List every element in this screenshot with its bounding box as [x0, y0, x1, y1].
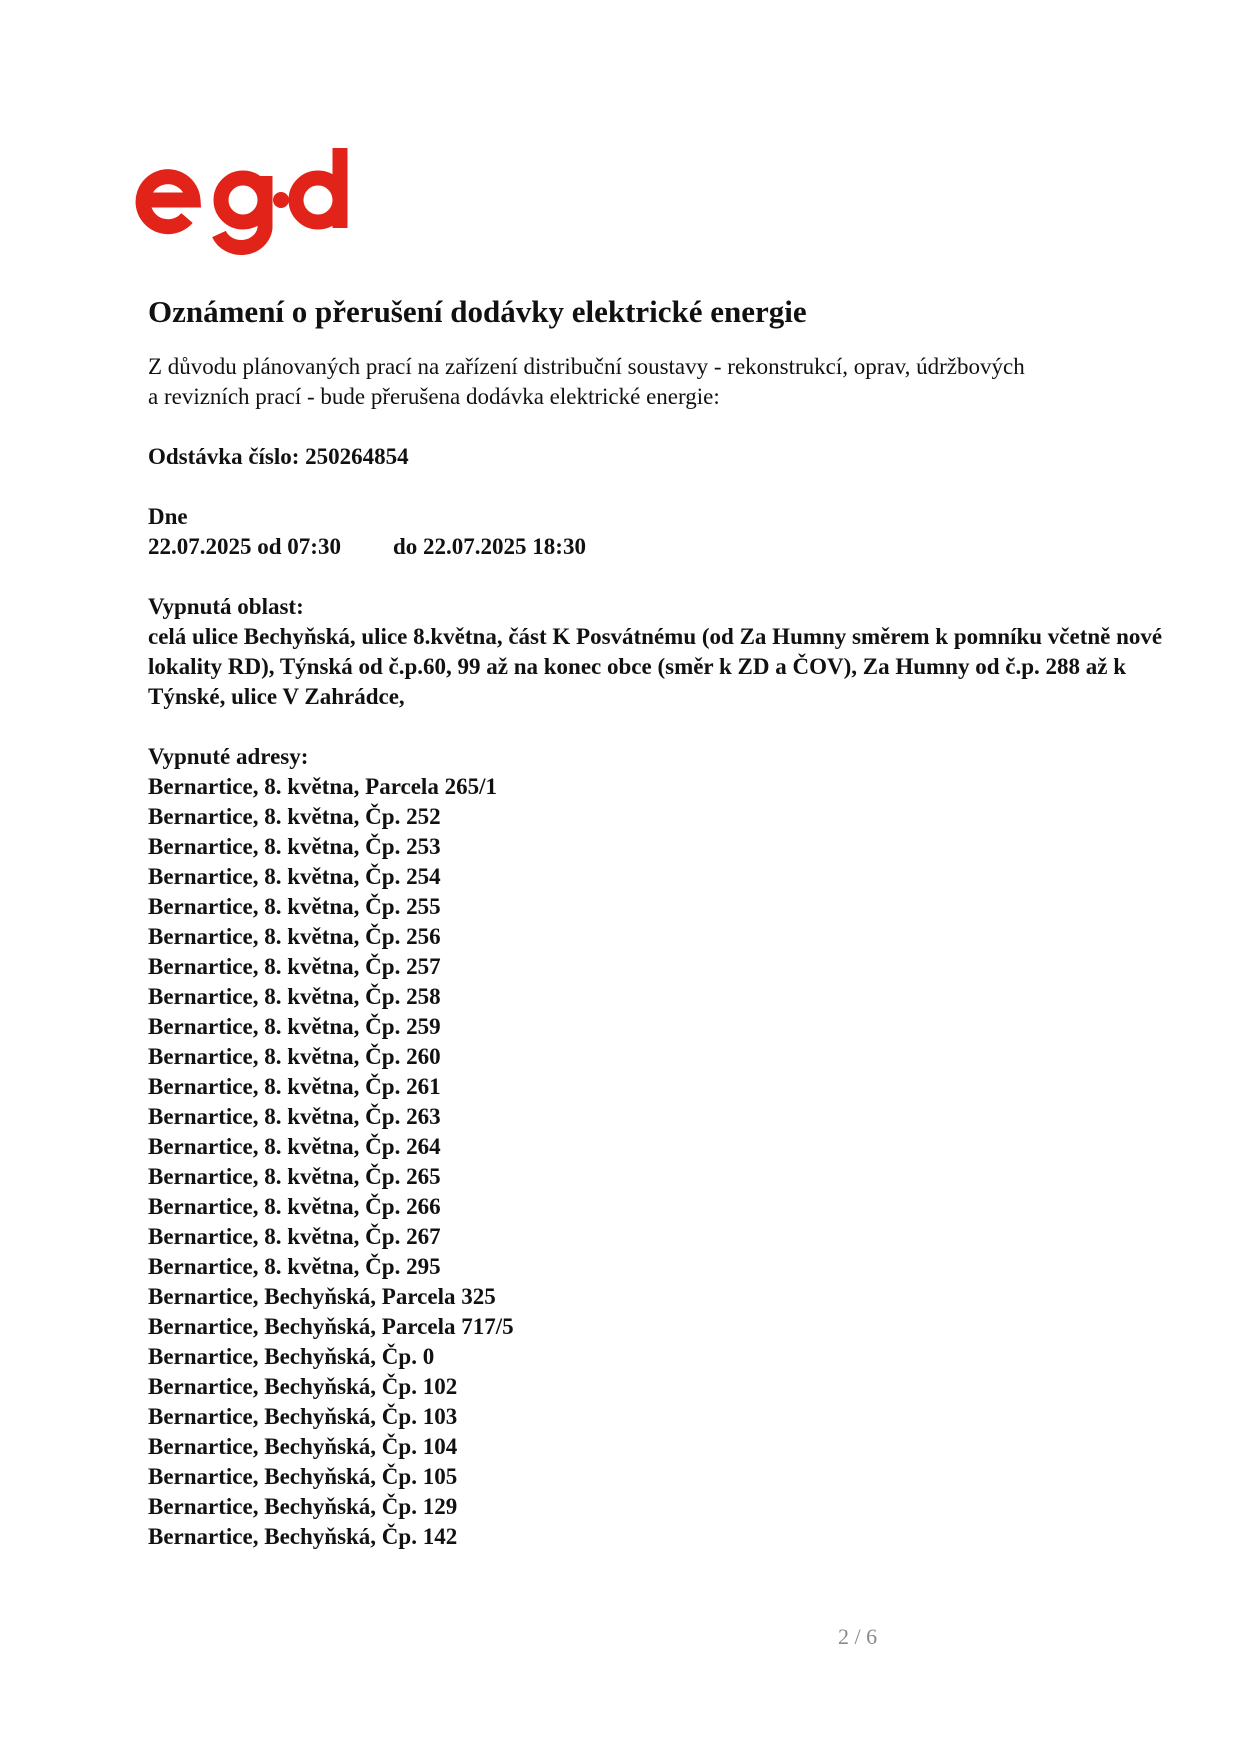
address-list [148, 772, 1208, 1552]
address-item: Bernartice, 8. května, Čp. 254 [148, 864, 441, 889]
address-item: Bernartice, 8. května, Čp. 256 [148, 924, 441, 949]
date-label: Dne [148, 504, 188, 529]
egd-logo [135, 148, 360, 258]
address-item: Bernartice, 8. května, Čp. 255 [148, 894, 441, 919]
date-section [148, 502, 1208, 562]
addresses-label: Vypnuté adresy: [148, 744, 309, 769]
address-item: Bernartice, Bechyňská, Čp. 142 [148, 1524, 458, 1549]
address-item: Bernartice, 8. května, Čp. 295 [148, 1254, 441, 1279]
address-item: Bernartice, Bechyňská, Parcela 717/5 [148, 1314, 514, 1339]
date-to: do 22.07.2025 18:30 [393, 534, 586, 559]
area-label: Vypnutá oblast: [148, 594, 304, 619]
address-item: Bernartice, 8. května, Čp. 267 [148, 1224, 441, 1249]
outage-number: Odstávka číslo: 250264854 [148, 444, 409, 469]
address-item: Bernartice, 8. května, Čp. 265 [148, 1164, 441, 1189]
page-title: Oznámení o přerušení dodávky elektrické energie [148, 294, 807, 329]
address-item: Bernartice, 8. května, Čp. 253 [148, 834, 441, 859]
address-item: Bernartice, Bechyňská, Čp. 105 [148, 1464, 458, 1489]
addresses-section [148, 742, 1208, 1552]
address-item: Bernartice, 8. května, Parcela 265/1 [148, 774, 497, 799]
notice-content [148, 292, 1208, 1552]
address-item: Bernartice, 8. května, Čp. 260 [148, 1044, 441, 1069]
address-item: Bernartice, 8. května, Čp. 257 [148, 954, 441, 979]
address-item: Bernartice, 8. května, Čp. 266 [148, 1194, 441, 1219]
address-item: Bernartice, Bechyňská, Čp. 104 [148, 1434, 458, 1459]
area-section [148, 592, 1208, 712]
address-item: Bernartice, Bechyňská, Čp. 129 [148, 1494, 458, 1519]
address-item: Bernartice, 8. května, Čp. 252 [148, 804, 441, 829]
address-item: Bernartice, 8. května, Čp. 263 [148, 1104, 441, 1129]
date-from: 22.07.2025 od 07:30 [148, 534, 341, 559]
intro-text: Z důvodu plánovaných prací na zařízení distribuční soustavy - rekonstrukcí, oprav, údržbových a revizních prací - bude přerušena dodávka elektrické energie: [148, 354, 1025, 409]
page-number: 2 / 6 [838, 1624, 878, 1649]
address-item: Bernartice, Bechyňská, Parcela 325 [148, 1284, 496, 1309]
area-text: celá ulice Bechyňská, ulice 8.května, část K Posvátnému (od Za Humny směrem k pomníku včetně nové lokality RD), Týnská od č.p.60, 99 až na konec obce (směr k ZD a ČOV), Za Humny od č.p. 288 až k Týnské, ulice V Zahrádce, [148, 624, 1163, 709]
address-item: Bernartice, Bechyňská, Čp. 103 [148, 1404, 458, 1429]
address-item: Bernartice, 8. května, Čp. 259 [148, 1014, 441, 1039]
address-item: Bernartice, 8. května, Čp. 261 [148, 1074, 441, 1099]
address-item: Bernartice, 8. května, Čp. 264 [148, 1134, 441, 1159]
address-item: Bernartice, 8. května, Čp. 258 [148, 984, 441, 1009]
date-range [148, 532, 1208, 562]
address-item: Bernartice, Bechyňská, Čp. 102 [148, 1374, 458, 1399]
address-item: Bernartice, Bechyňská, Čp. 0 [148, 1344, 435, 1369]
